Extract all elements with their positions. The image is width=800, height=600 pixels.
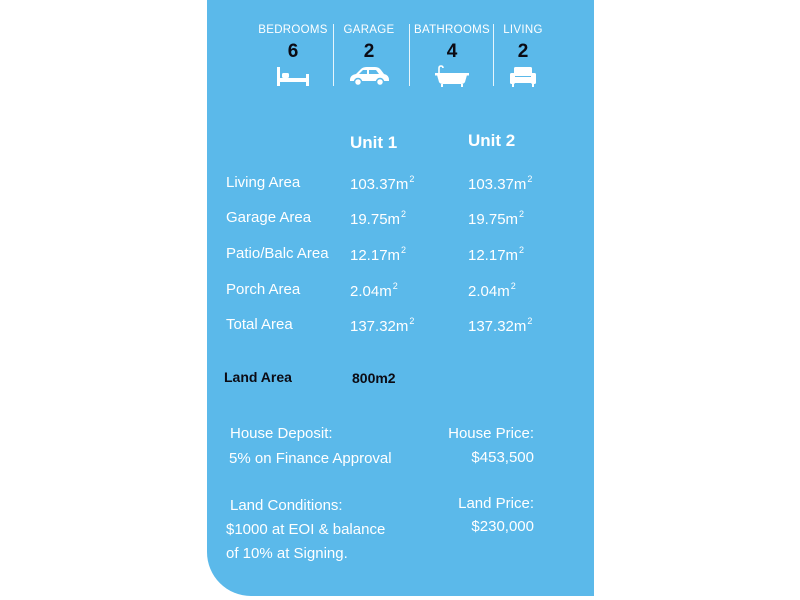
unit-2-total-area: $137.32m^2$ xyxy=(468,316,533,335)
unit-2-porch-area: $2.04m^2$ xyxy=(468,281,516,300)
bed-icon xyxy=(275,65,311,87)
feature-divider xyxy=(409,24,410,86)
row-label-living-area: Living Area xyxy=(226,174,301,191)
unit-2-living-area: $103.37m^2$ xyxy=(468,174,533,193)
land-conditions-line-1: $1000 at EOI & balance xyxy=(226,521,386,538)
row-label-porch-area: Porch Area xyxy=(226,281,301,298)
feature-living xyxy=(497,24,549,87)
unit-2-garage-area: $19.75m^2$ xyxy=(468,209,525,228)
feature-label: LIVING xyxy=(503,24,543,36)
land-area-label: Land Area xyxy=(224,369,292,385)
unit-1-patio-area: $12.17m^2$ xyxy=(350,245,407,264)
feature-label: BATHROOMS xyxy=(414,24,490,36)
row-label-garage-area: Garage Area xyxy=(226,209,312,226)
house-price-title: House Price: xyxy=(448,425,534,442)
sofa-icon xyxy=(509,65,537,87)
unit-1-total-area: $137.32m^2$ xyxy=(350,316,415,335)
feature-garage xyxy=(339,24,399,87)
unit-1-living-area: $103.37m^2$ xyxy=(350,174,415,193)
bathtub-icon xyxy=(433,65,471,87)
feature-value: 2 xyxy=(363,41,375,62)
land-conditions-title: Land Conditions: xyxy=(230,497,343,514)
unit-2-header: Unit 2 xyxy=(468,131,516,150)
land-conditions-line-2: of 10% at Signing. xyxy=(226,545,348,562)
unit-1-porch-area: $2.04m^2$ xyxy=(350,281,398,300)
feature-bathrooms xyxy=(413,24,491,87)
feature-label: BEDROOMS xyxy=(258,24,328,36)
house-deposit-text: 5% on Finance Approval xyxy=(229,450,392,467)
property-info-panel xyxy=(207,0,594,596)
house-price-value: $453,500 xyxy=(471,449,534,466)
feature-label: GARAGE xyxy=(343,24,395,36)
unit-2-patio-area: $12.17m^2$ xyxy=(468,245,525,264)
land-price-title: Land Price: xyxy=(458,495,534,512)
row-label-total-area: Total Area xyxy=(226,316,293,333)
feature-value: 4 xyxy=(446,41,458,62)
car-icon xyxy=(347,65,391,87)
feature-value: 6 xyxy=(287,41,299,62)
land-area-value: 800m2 xyxy=(352,370,396,386)
house-deposit-title: House Deposit: xyxy=(230,425,333,442)
feature-divider xyxy=(493,24,494,86)
unit-1-garage-area: $19.75m^2$ xyxy=(350,209,407,228)
row-label-patio-area: Patio/Balc Area xyxy=(226,245,329,262)
feature-bedrooms xyxy=(257,24,329,87)
unit-1-header: Unit 1 xyxy=(350,133,398,152)
land-price-value: $230,000 xyxy=(471,518,534,535)
feature-divider xyxy=(333,24,334,86)
feature-value: 2 xyxy=(517,41,529,62)
